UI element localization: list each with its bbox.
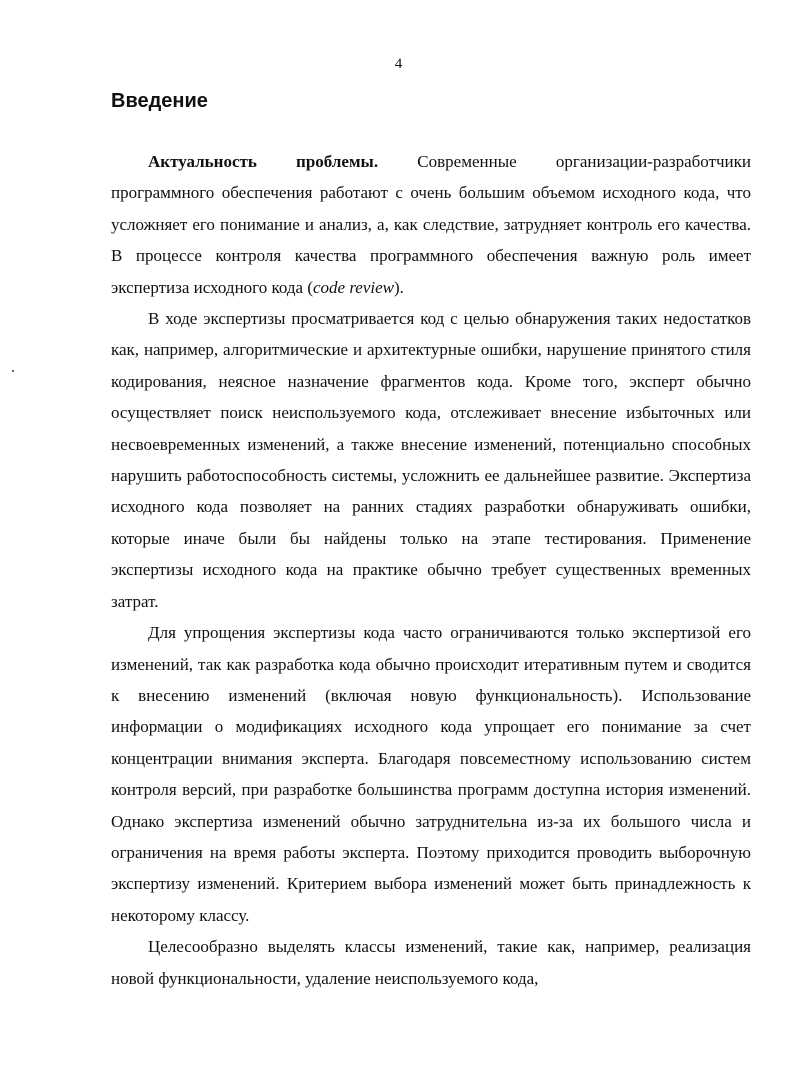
paragraph-change-classes: Целесообразно выделять классы изменений, такие как, например, реализация новой функциональности, удаление неиспользуемого кода, [111, 937, 751, 988]
paragraph-change-review: Для упрощения экспертизы кода часто ограничиваются только экспертизой его изменений, так как разработка кода обычно происходит итеративным путем и сводится к внесению изменений (включая новую функциональность). Использование информации о модификациях исходного кода упрощает его понимание за счет концентрации внимания эксперта. Благодаря повсеместному использованию систем контроля версий, при разработке большинства программ доступна история изменений. Однако экспертиза изменений обычно затруднительна из-за их большого числа и ограничения на время работы эксперта. Поэтому приходится проводить выборочную экспертизу изменений. Критерием выбора изменений может быть принадлежность к некоторому классу. [111, 623, 751, 925]
scan-speck [12, 370, 14, 372]
document-body [111, 146, 751, 994]
section-heading: Введение [111, 90, 208, 112]
paragraph-text: Современные организации-разработчики программного обеспечения работают с очень большим объемом исходного кода, что усложняет его понимание и анализ, а, как следствие, затрудняет контроль его качества. В процессе контроля качества программного обеспечения важную роль имеет экспертиза исходного кода ( [111, 152, 751, 297]
paragraph-text-end: ). [394, 277, 404, 297]
paragraph-relevance [111, 146, 751, 303]
code-review-term: code review [312, 277, 395, 297]
page-number: 4 [394, 56, 403, 72]
paragraph-review-process: В ходе экспертизы просматривается код с целью обнаружения таких недостатков как, например, алгоритмические и архитектурные ошибки, нарушение принятого стиля кодирования, неясное назначение фрагментов кода. Кроме того, эксперт обычно осуществляет поиск неиспользуемого кода, отслеживает внесение избыточных или несвоевременных изменений, а также внесение изменений, потенциально способных нарушить работоспособность системы, усложнить ее дальнейшее развитие. Экспертиза исходного кода позволяет на ранних стадиях разработки обнаруживать ошибки, которые иначе были бы найдены только на этапе тестирования. Применение экспертизы исходного кода на практике обычно требует существенных временных затрат. [111, 309, 751, 611]
paragraph-lead: Актуальность проблемы. [148, 152, 379, 171]
